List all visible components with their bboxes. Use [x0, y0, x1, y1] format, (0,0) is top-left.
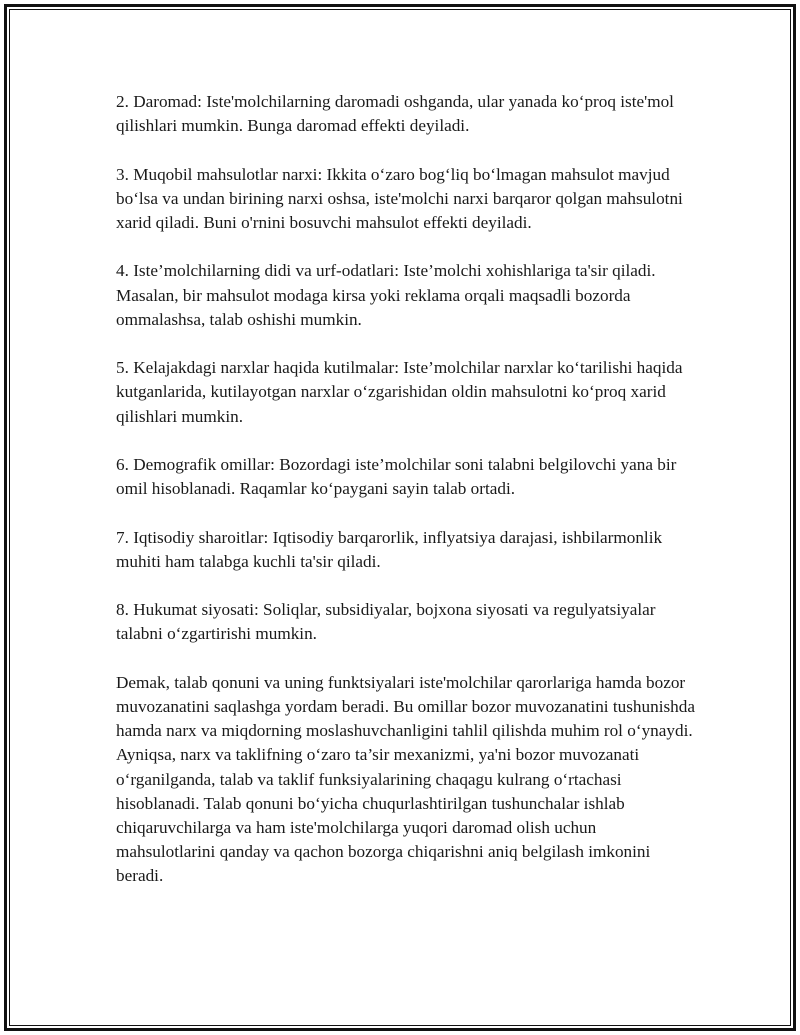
- paragraph-economic-conditions: 7. Iqtisodiy sharoitlar: Iqtisodiy barqarorlik, inflyatsiya darajasi, ishbilarmonlik muhiti ham talabga kuchli ta'sir qiladi.: [116, 527, 663, 571]
- paragraph-consumer-tastes: 4. Iste’molchilarning didi va urf-odatlari: Iste’molchi xohishlariga ta'sir qiladi. Masalan, bir mahsulot modaga kirsa yoki reklama orqali maqsadli bozorda ommalashsa, talab oshishi mumkin.: [116, 261, 656, 329]
- document-body: [116, 90, 696, 889]
- paragraph-income: 2. Daromad: Iste'molchilarning daromadi oshganda, ular yanada ko‘proq iste'mol qilishlari mumkin. Bunga daromad effekti deyiladi.: [116, 92, 674, 136]
- paragraph-demographics: 6. Demografik omillar: Bozordagi iste’molchilar soni talabni belgilovchi yana bir omil hisoblanadi. Raqamlar ko‘paygani sayin talab ortadi.: [116, 454, 677, 499]
- paragraph-substitute-prices: 3. Muqobil mahsulotlar narxi: Ikkita o‘zaro bog‘liq bo‘lmagan mahsulot mavjud bo‘lsa va undan birining narxi oshsa, iste'molchi narxi barqaror qolgan mahsulotni xarid qiladi. Buni o'rnini bosuvchi mahsulot effekti deyiladi.: [116, 164, 683, 232]
- paragraph-price-expectations: 5. Kelajakdagi narxlar haqida kutilmalar: Iste’molchilar narxlar ko‘tarilishi haqida kutganlarida, kutilayotgan narxlar o‘zgarishidan oldin mahsulotni ko‘proq xarid qilishlari mumkin.: [116, 358, 683, 426]
- paragraph-conclusion: Demak, talab qonuni va uning funktsiyalari iste'molchilar qarorlariga hamda bozor muvozanatini saqlashga yordam beradi. Bu omillar bozor muvozanatini tushunishda hamda narx va miqdorning moslashuvchanligini tahlil qilishda muhim rol o‘ynaydi. Ayniqsa, narx va taklifning o‘zaro ta’sir mexanizmi, ya'ni bozor muvozanati o‘rganilganda, talab va taklif funksiyalarining chaqagu kulrang o‘rtachasi hisoblanadi. Talab qonuni bo‘yicha chuqurlashtirilgan tushunchalar ishlab chiqaruvchilarga va ham iste'molchilarga yuqori daromad olish uchun mahsulotlarini qanday va qachon bozorga chiqarishni aniq belgilash imkonini beradi.: [116, 672, 695, 886]
- paragraph-government-policy: 8. Hukumat siyosati: Soliqlar, subsidiyalar, bojxona siyosati va regulyatsiyalar talabni o‘zgartirishi mumkin.: [116, 600, 656, 644]
